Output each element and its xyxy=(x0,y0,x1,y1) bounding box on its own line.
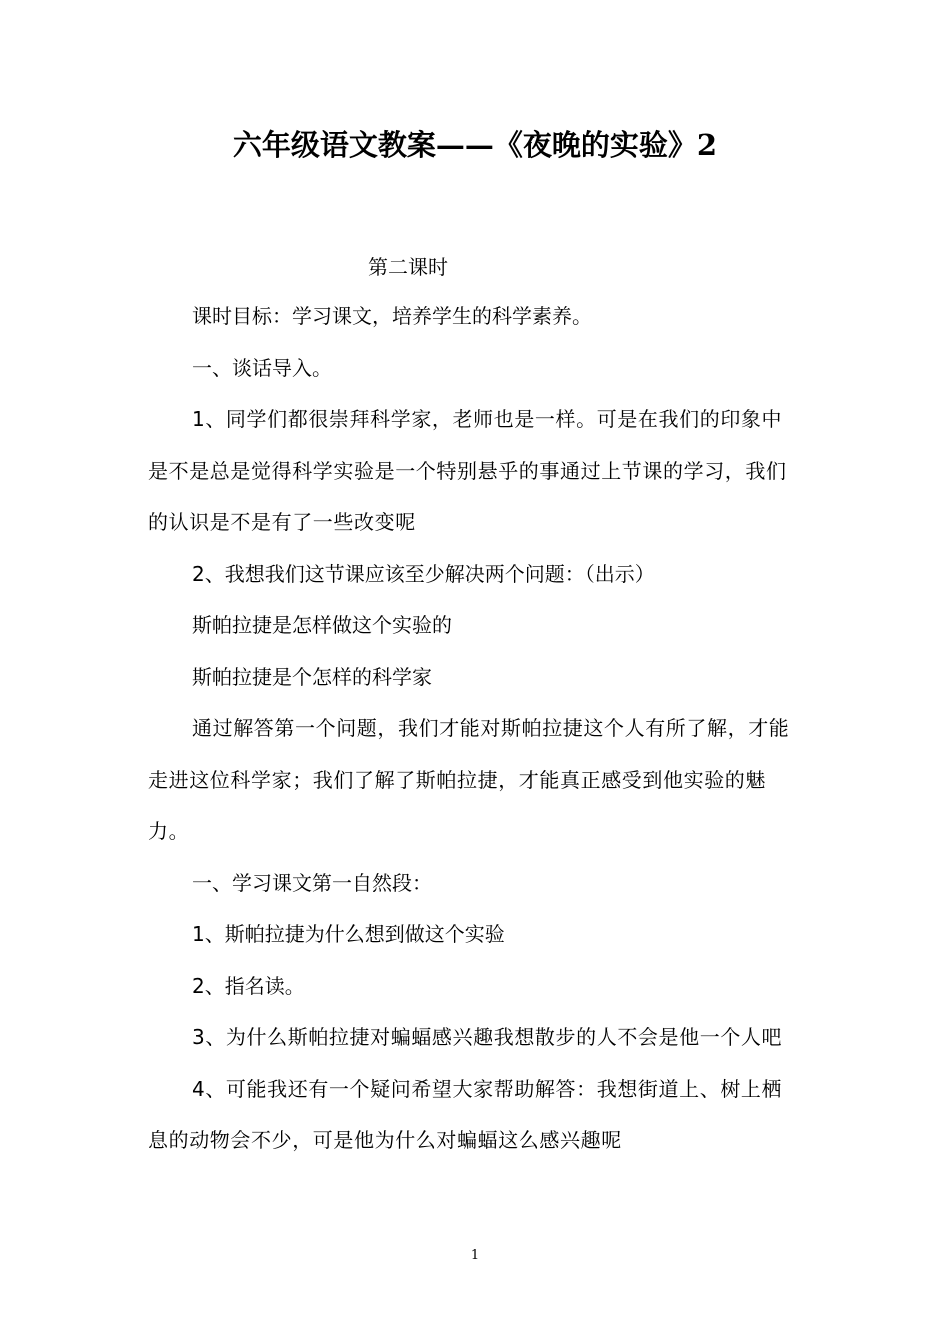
paragraph: 一、谈话导入。 xyxy=(192,355,332,380)
document-body xyxy=(148,291,800,1167)
paragraph: 1、斯帕拉捷为什么想到做这个实验 xyxy=(192,922,505,946)
paragraph: 1、同学们都很崇拜科学家，老师也是一样。可是在我们的印象中是不是总是觉得科学实验是一个特别悬乎的事通过上节课的学习，我们的认识是不是有了一些改变呢 xyxy=(148,407,787,534)
page-number: 1 xyxy=(470,1248,480,1263)
paragraph: 4、可能我还有一个疑问希望大家帮助解答：我想街道上、树上栖息的动物会不少，可是他为什么对蝙蝠这么感兴趣呢 xyxy=(148,1076,783,1152)
paragraph: 一、学习课文第一自然段： xyxy=(192,870,432,895)
paragraph: 通过解答第一个问题，我们才能对斯帕拉捷这个人有所了解，才能走进这位科学家；我们了解了斯帕拉捷，才能真正感受到他实验的魅力。 xyxy=(148,716,790,843)
paragraph: 斯帕拉捷是怎样做这个实验的 xyxy=(192,613,452,637)
paragraph: 2、我想我们这节课应该至少解决两个问题：（出示） xyxy=(192,561,655,586)
paragraph: 2、指名读。 xyxy=(192,973,305,998)
paragraph: 斯帕拉捷是个怎样的科学家 xyxy=(192,664,432,689)
paragraph: 课时目标：学习课文，培养学生的科学素养。 xyxy=(192,304,592,328)
lesson-subtitle: 第二课时 xyxy=(368,255,448,279)
paragraph: 3、为什么斯帕拉捷对蝙蝠感兴趣我想散步的人不会是他一个人吧 xyxy=(192,1025,783,1049)
document-title: 六年级语文教案——《夜晚的实验》2 xyxy=(232,128,718,162)
